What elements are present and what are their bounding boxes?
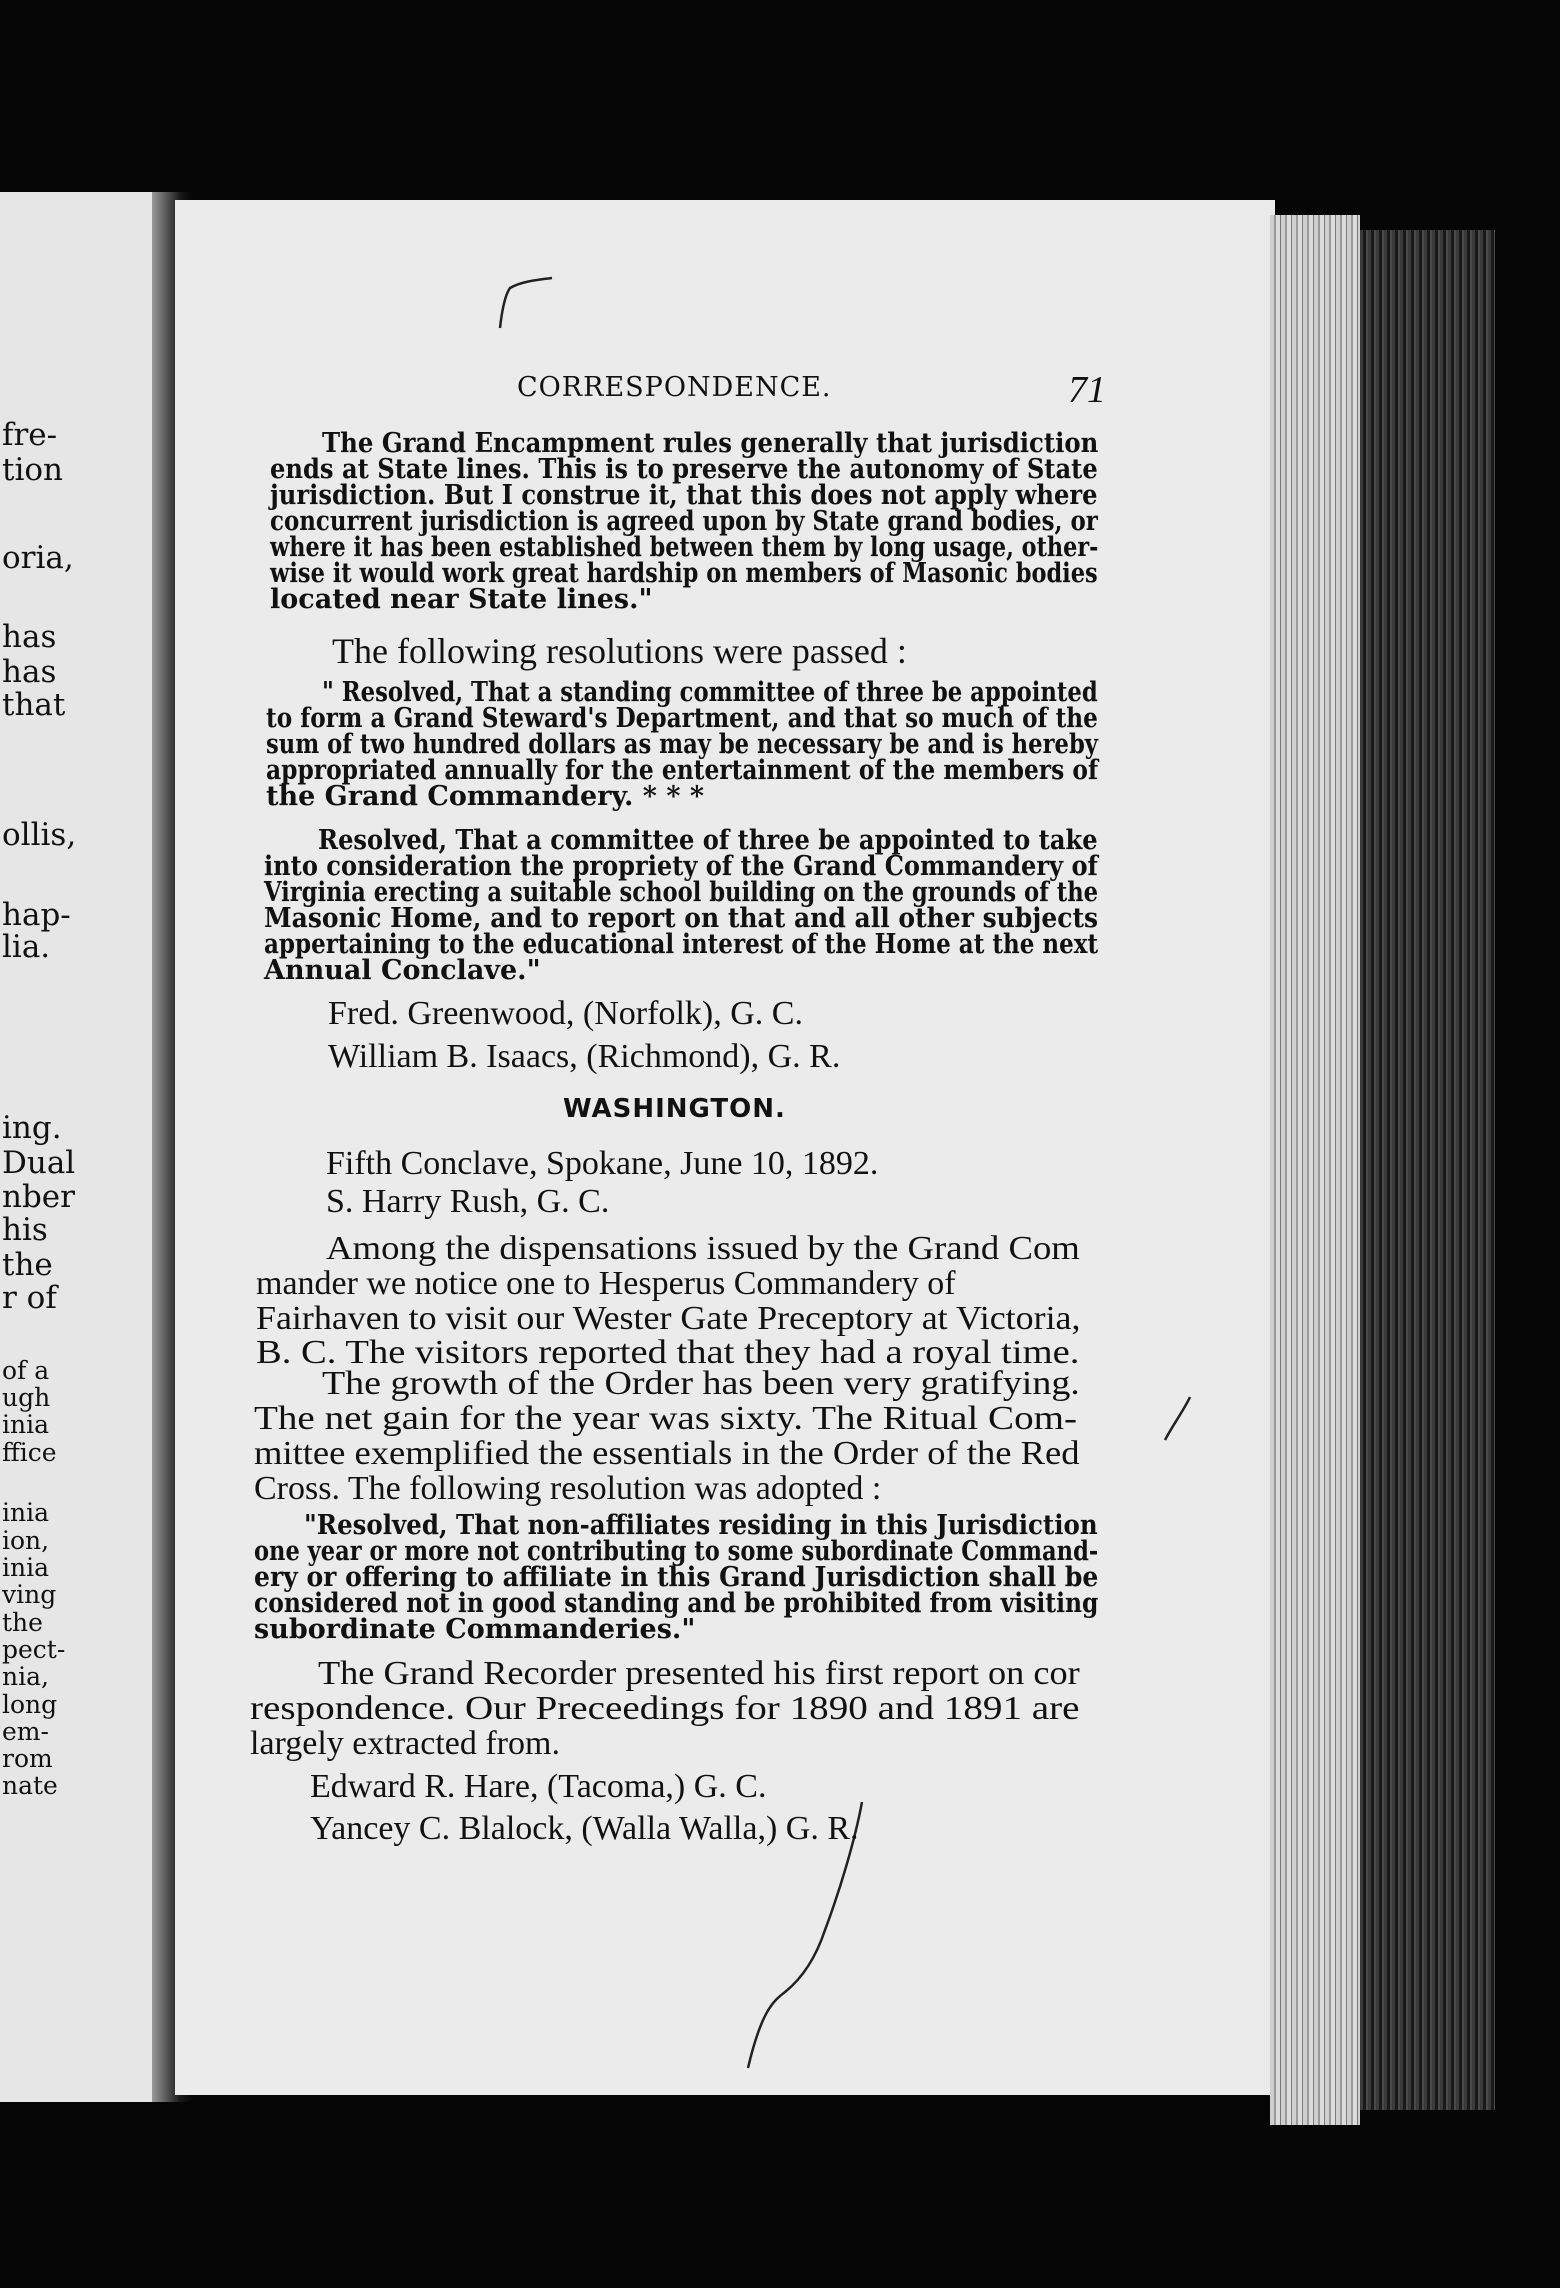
- text-line: The Grand Recorder presented his first report on cor: [318, 1655, 1080, 1692]
- left-page-fragment: has: [2, 654, 57, 690]
- text-line: the Grand Commandery. * * *: [266, 781, 704, 812]
- text-line: largely extracted from.: [250, 1725, 560, 1762]
- text-line: The Grand Encampment rules generally that jurisdiction: [322, 428, 1099, 459]
- section-heading: WASHINGTON.: [563, 1094, 786, 1124]
- text-line: into consideration the propriety of the Grand Commandery of: [264, 851, 1098, 882]
- left-page-fragment: long: [2, 1690, 58, 1719]
- left-page-fragment: ion,: [2, 1526, 50, 1555]
- left-page-fragment: pect-: [2, 1635, 66, 1664]
- left-page-fragment: Dual: [2, 1145, 76, 1181]
- text-line: mander we notice one to Hesperus Commandery of: [256, 1265, 956, 1302]
- resolutions-intro: The following resolutions were passed :: [332, 631, 907, 671]
- left-page-fragment: lia.: [2, 929, 51, 965]
- page-number: 71: [1068, 369, 1106, 411]
- text-line: respondence. Our Preceedings for 1890 and 1891 are: [250, 1690, 1080, 1727]
- left-page-fragment: ollis,: [2, 817, 77, 853]
- text-line: Annual Conclave.": [264, 955, 541, 986]
- left-page-fragment: tion: [2, 452, 64, 488]
- text-line: mittee exemplified the essentials in the Order of the Red: [254, 1435, 1080, 1472]
- text-line: appertaining to the educational interest of the Home at the next: [264, 929, 1099, 960]
- text-line: ery or offering to affiliate in this Grand Jurisdiction shall be: [254, 1562, 1099, 1593]
- left-page-fragment: ving: [2, 1580, 57, 1609]
- left-page-fragment: r of: [2, 1280, 57, 1316]
- left-page-fragment: nate: [2, 1771, 58, 1800]
- text-line: sum of two hundred dollars as may be necessary be and is hereby: [266, 729, 1098, 760]
- left-page-fragment: nber: [2, 1179, 75, 1215]
- text-line: B. C. The visitors reported that they had a royal time.: [256, 1334, 1080, 1371]
- officer-line: Edward R. Hare, (Tacoma,) G. C.: [310, 1768, 767, 1805]
- left-page-fragment: that: [2, 687, 66, 723]
- officer-line: Yancey C. Blalock, (Walla Walla,) G. R.: [310, 1810, 859, 1847]
- left-page-fragment: has: [2, 619, 57, 655]
- text-line: concurrent jurisdiction is agreed upon by State grand bodies, or: [270, 506, 1098, 537]
- text-line: Cross. The following resolution was adopted :: [254, 1470, 882, 1507]
- text-line: one year or more not contributing to some subordinate Command-: [254, 1536, 1099, 1567]
- left-page-fragment: ugh: [2, 1383, 51, 1412]
- officer-line: William B. Isaacs, (Richmond), G. R.: [328, 1038, 841, 1075]
- left-page-fragment: of a: [2, 1356, 50, 1385]
- pencil-mark-margin: [1160, 1395, 1200, 1445]
- left-page-fragment: inia: [2, 1410, 49, 1439]
- text-line: S. Harry Rush, G. C.: [326, 1183, 610, 1220]
- pencil-mark-top: [490, 270, 560, 330]
- text-line: subordinate Commanderies.": [254, 1614, 696, 1645]
- text-line: Among the dispensations issued by the Grand Com: [326, 1230, 1080, 1267]
- book-edge-dark: [1360, 230, 1495, 2110]
- text-line: to form a Grand Steward's Department, and that so much of the: [266, 703, 1098, 734]
- left-page-fragment: inia: [2, 1498, 49, 1527]
- left-page-fragment: em-: [2, 1717, 49, 1746]
- left-page-fragment: hap-: [2, 897, 71, 933]
- left-page-fragment: inia: [2, 1553, 49, 1582]
- left-page-fragment: the: [2, 1608, 43, 1637]
- text-line: "Resolved, That non-affiliates residing in this Jurisdiction: [304, 1510, 1098, 1541]
- text-line: jurisdiction. But I construe it, that this does not apply where: [270, 480, 1098, 511]
- running-head: CORRESPONDENCE.: [517, 372, 832, 403]
- page-edges: [1270, 215, 1360, 2125]
- left-page-fragment: ing.: [2, 1110, 62, 1146]
- left-page-fragment: ffice: [2, 1438, 57, 1467]
- text-line: The growth of the Order has been very gratifying.: [322, 1365, 1080, 1402]
- left-page-fragment: his: [2, 1212, 48, 1248]
- text-line: considered not in good standing and be prohibited from visiting: [254, 1588, 1099, 1619]
- left-page-fragment: nia,: [2, 1662, 49, 1691]
- text-line: wise it would work great hardship on members of Masonic bodies: [270, 558, 1098, 589]
- officer-line: Fred. Greenwood, (Norfolk), G. C.: [328, 995, 803, 1032]
- text-line: " Resolved, That a standing committee of three be appointed: [322, 677, 1098, 708]
- text-line: ends at State lines. This is to preserve the autonomy of State: [270, 454, 1098, 485]
- text-line: located near State lines.": [270, 584, 653, 615]
- left-page-fragment: fre-: [2, 417, 58, 453]
- text-line: where it has been established between them by long usage, other-: [270, 532, 1099, 563]
- left-page-fragment: rom: [2, 1744, 53, 1773]
- text-line: The net gain for the year was sixty. The Ritual Com-: [254, 1400, 1078, 1437]
- text-line: Virginia erecting a suitable school building on the grounds of the: [264, 877, 1099, 908]
- text-line: Resolved, That a committee of three be appointed to take: [318, 825, 1098, 856]
- left-page-fragment: the: [2, 1247, 53, 1283]
- text-line: Fairhaven to visit our Wester Gate Preceptory at Victoria,: [256, 1300, 1081, 1337]
- text-line: appropriated annually for the entertainment of the members of: [266, 755, 1098, 786]
- text-line: Masonic Home, and to report on that and all other subjects: [264, 903, 1099, 934]
- left-page-fragment: oria,: [2, 540, 74, 576]
- text-line: Fifth Conclave, Spokane, June 10, 1892.: [326, 1145, 879, 1182]
